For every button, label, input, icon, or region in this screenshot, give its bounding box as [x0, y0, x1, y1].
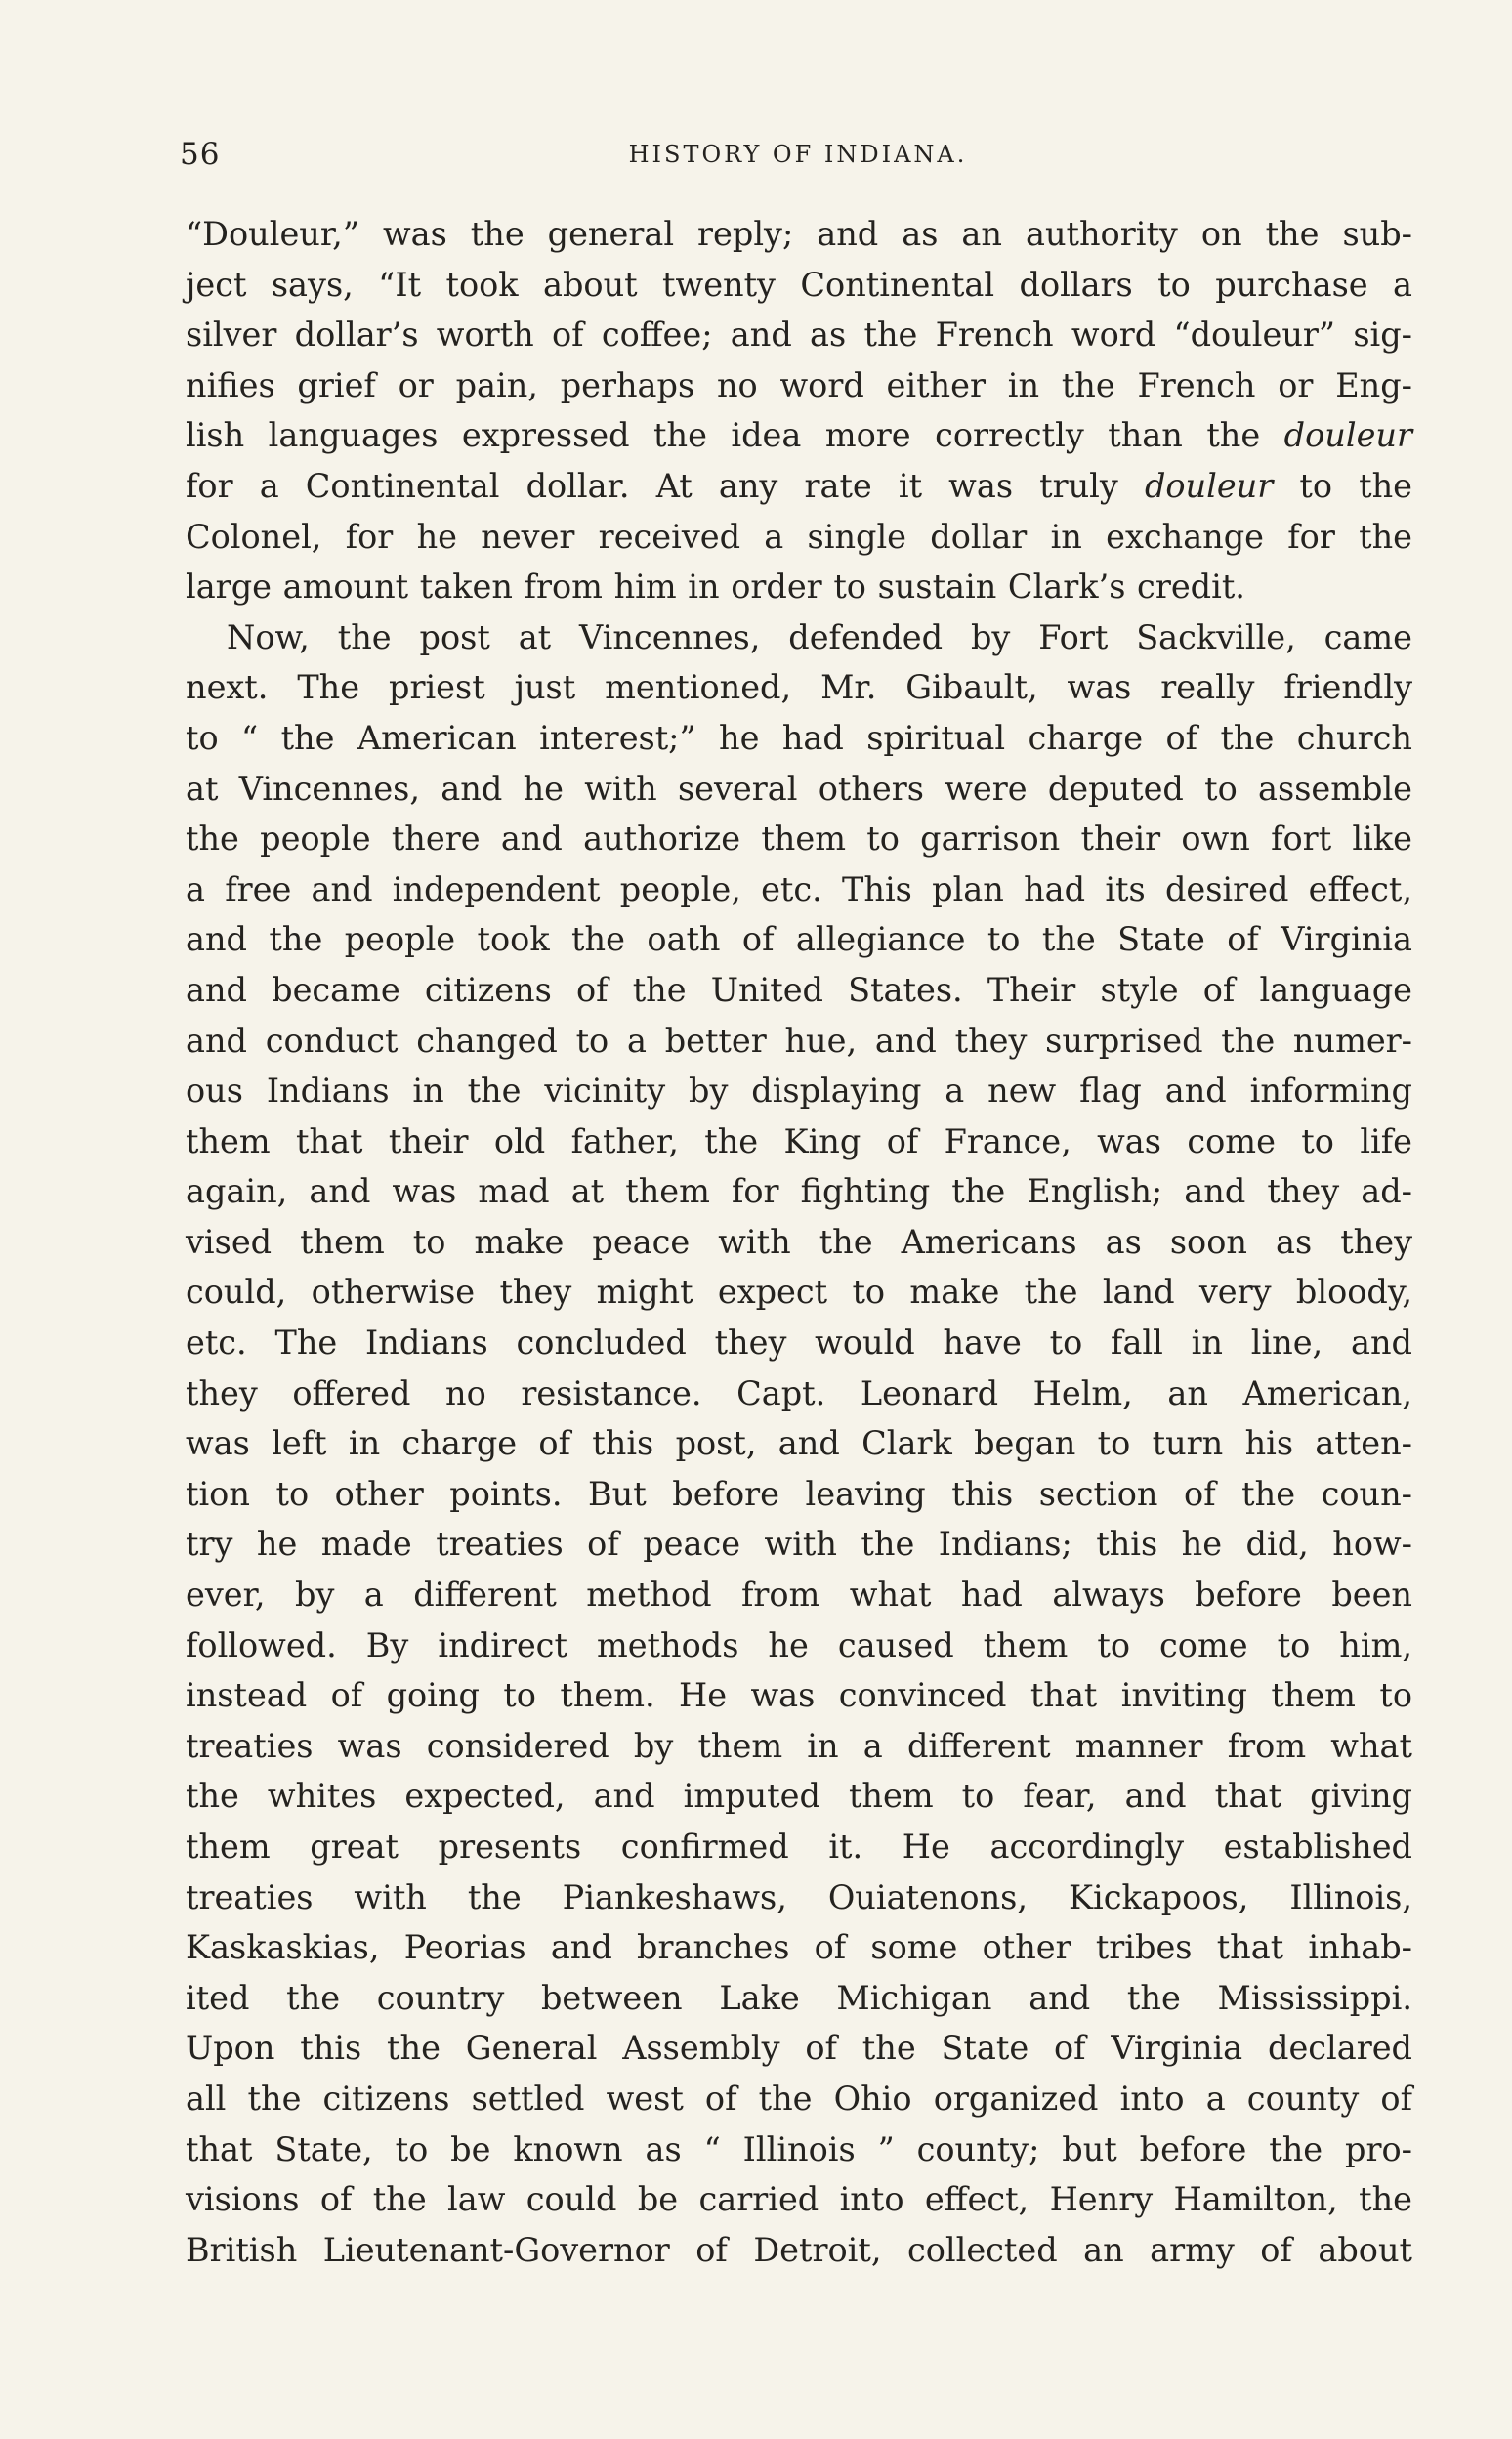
text-line: again, and was mad at them for fighting the English; and they ad-	[186, 1172, 1412, 1211]
italic-word: douleur	[1283, 416, 1412, 455]
text-line: “Douleur,” was the general reply; and as an authority on the sub-	[186, 215, 1412, 253]
text-line: could, otherwise they might expect to make the land very bloody,	[186, 1273, 1412, 1312]
text-line: and the people took the oath of allegiance to the State of Virginia	[186, 920, 1412, 959]
text-line: Colonel, for he never received a single dollar in exchange for the	[186, 517, 1412, 556]
text-line: them that their old father, the King of France, was come to life	[186, 1121, 1412, 1160]
running-title: HISTORY OF INDIANA.	[628, 141, 968, 168]
text-line: the people there and authorize them to garrison their own fort like	[186, 820, 1412, 859]
text-line: was left in charge of this post, and Clark began to turn his atten-	[186, 1424, 1412, 1463]
text-line: ever, by a different method from what had always before been	[186, 1576, 1412, 1615]
text-line: visions of the law could be carried into effect, Henry Hamilton, the	[186, 2180, 1412, 2219]
text-line: nifies grief or pain, perhaps no word either in the French or Eng-	[186, 365, 1412, 404]
text-line: large amount taken from him in order to sustain Clark’s credit.	[186, 568, 1245, 607]
text-line: etc. The Indians concluded they would have to fall in line, and	[186, 1324, 1412, 1363]
text-line: tion to other points. But before leaving this section of the coun-	[186, 1474, 1412, 1513]
text-line: ous Indians in the vicinity by displaying a new flag and informing	[186, 1072, 1412, 1111]
text-line: ject says, “It took about twenty Continental dollars to purchase a	[186, 265, 1412, 304]
text-line: followed. By indirect methods he caused them to come to him,	[186, 1625, 1412, 1664]
page-header	[180, 137, 1416, 182]
text-line: to “ the American interest;” he had spiritual charge of the church	[186, 718, 1412, 757]
text-line: Upon this the General Assembly of the State of Virginia declared	[186, 2029, 1412, 2068]
text-line: and conduct changed to a better hue, and they surprised the numer-	[186, 1021, 1412, 1060]
text-line: instead of going to them. He was convinced that inviting them to	[186, 1676, 1412, 1715]
text-line: the whites expected, and imputed them to fear, and that giving	[186, 1777, 1412, 1816]
text-line: ited the country between Lake Michigan and the Mississippi.	[186, 1978, 1412, 2017]
text-line: and became citizens of the United States. Their style of language	[186, 970, 1412, 1009]
text-line: them great presents confirmed it. He accordingly established	[186, 1828, 1412, 1866]
italic-word: douleur	[1144, 466, 1274, 505]
text-line: treaties with the Piankeshaws, Ouiatenons, Kickapoos, Illinois,	[186, 1877, 1412, 1916]
text-line: silver dollar’s worth of coffee; and as the French word “douleur” sig-	[186, 315, 1412, 355]
text-line: British Lieutenant-Governor of Detroit, collected an army of about	[186, 2230, 1412, 2269]
page-number: 56	[180, 137, 221, 172]
text-line: Now, the post at Vincennes, defended by Fort Sackville, came	[227, 617, 1412, 656]
text-line: they offered no resistance. Capt. Leonard Helm, an American,	[186, 1373, 1412, 1412]
text-line: lish languages expressed the idea more correctly than the douleur	[186, 416, 1412, 455]
text-line: vised them to make peace with the Americans as soon as they	[186, 1222, 1412, 1261]
text-line: that State, to be known as “ Illinois ” county; but before the pro-	[186, 2129, 1412, 2168]
text-line: at Vincennes, and he with several others were deputed to assemble	[186, 769, 1412, 808]
text-line: next. The priest just mentioned, Mr. Gibault, was really friendly	[186, 668, 1412, 707]
text-line: Kaskaskias, Peorias and branches of some other tribes that inhab-	[186, 1928, 1412, 1967]
text-line: for a Continental dollar. At any rate it was truly douleur to the	[186, 466, 1412, 505]
body-text	[186, 209, 1412, 2275]
text-line: try he made treaties of peace with the Indians; this he did, how-	[186, 1525, 1412, 1564]
text-line: all the citizens settled west of the Ohio organized into a county of	[186, 2079, 1412, 2118]
text-line: treaties was considered by them in a different manner from what	[186, 1726, 1412, 1765]
text-line: a free and independent people, etc. This plan had its desired effect,	[186, 869, 1412, 908]
